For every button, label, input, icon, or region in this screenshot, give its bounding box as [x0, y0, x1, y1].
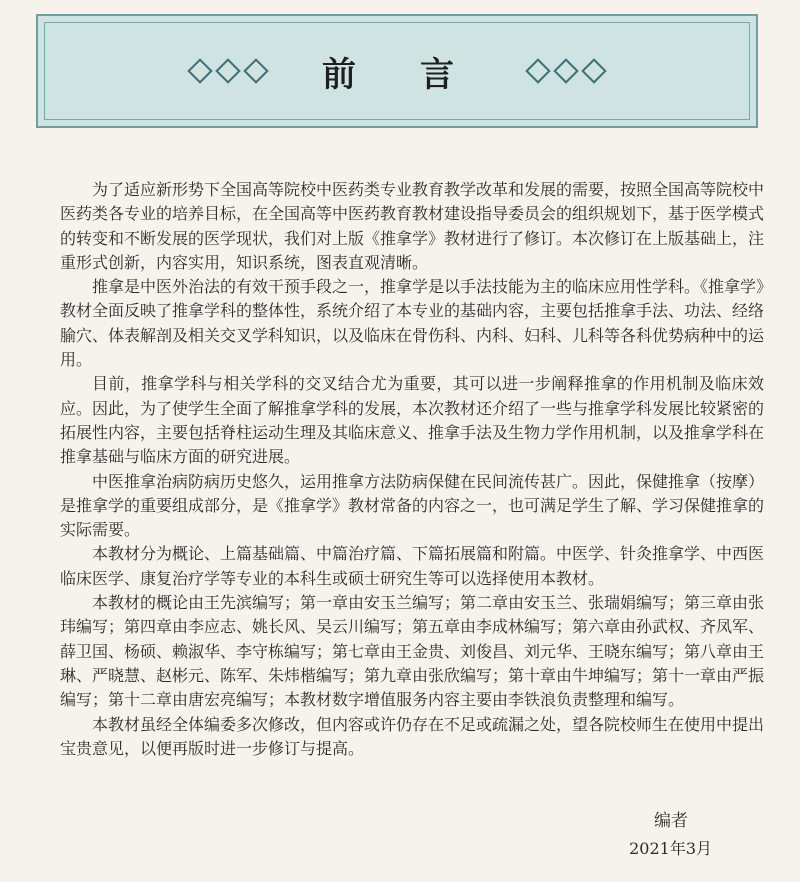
author-signature: 编者 [654, 811, 688, 831]
preface-body [60, 178, 764, 761]
right-diamond-ornament [524, 62, 608, 80]
diamond-icon [215, 58, 240, 83]
paragraph-3: 目前，推拿学科与相关学科的交叉结合尤为重要，其可以进一步阐释推拿的作用机制及临床效应。因此，为了使学生全面了解推拿学科的发展，本次教材还介绍了一些与推拿学科发展比较紧密的拓展性内容，主要包括脊柱运动生理及其临床意义、推拿手法及生物力学作用机制，以及推拿学科在推拿基础与临床方面的研究进展。 [60, 374, 765, 467]
page-title: 前言 [322, 54, 518, 95]
paragraph-4: 中医推拿治病防病历史悠久，运用推拿方法防病保健在民间流传甚广。因此，保健推拿（按摩）是推拿学的重要组成部分，是《推拿学》教材常备的内容之一，也可满足学生了解、学习保健推拿的实际需要。 [60, 471, 765, 540]
title-row [38, 46, 756, 96]
diamond-icon [243, 58, 268, 83]
publication-date: 2021年3月 [629, 839, 712, 858]
paragraph-7: 本教材虽经全体编委多次修改，但内容或许仍存在不足或疏漏之处，望各院校师生在使用中提出宝贵意见，以便再版时进一步修订与提高。 [60, 714, 765, 758]
paragraph-6: 本教材的概论由王先滨编写；第一章由安玉兰编写；第二章由安玉兰、张瑞娟编写；第三章由张玮编写；第四章由李应志、姚长风、吴云川编写；第五章由李成林编写；第六章由孙武权、齐凤军、薛卫国、杨硕、赖淑华、李守栋编写；第七章由王金贵、刘俊昌、刘元华、王晓东编写；第八章由王琳、严晓慧、赵彬元、陈军、朱炜楷编写；第九章由张欣编写；第十章由牛坤编写；第十一章由严振编写；第十二章由唐宏亮编写；本教材数字增值服务内容主要由李铁浪负责整理和编写。 [60, 593, 765, 710]
diamond-icon [553, 58, 578, 83]
diamond-icon [525, 58, 550, 83]
diamond-icon [581, 58, 606, 83]
title-banner [36, 14, 758, 128]
paragraph-2: 推拿是中医外治法的有效干预手段之一，推拿学是以手法技能为主的临床应用性学科。《推拿学》教材全面反映了推拿学科的整体性，系统介绍了本专业的基础内容，主要包括推拿手法、功法、经络腧穴、体表解剖及相关交叉学科知识，以及临床在骨伤科、内科、妇科、儿科等各科优势病种中的运用。 [60, 277, 765, 370]
paragraph-1: 为了适应新形势下全国高等院校中医药类专业教育教学改革和发展的需要，按照全国高等院校中医药类各专业的培养目标，在全国高等中医药教育教材建设指导委员会的组织规划下，基于医学模式的转变和不断发展的医学现状，我们对上版《推拿学》教材进行了修订。本次修订在上版基础上，注重形式创新，内容实用，知识系统，图表直观清晰。 [60, 180, 765, 272]
paragraph-5: 本教材分为概论、上篇基础篇、中篇治疗篇、下篇拓展篇和附篇。中医学、针灸推拿学、中西医临床医学、康复治疗学等专业的本科生或硕士研究生等可以选择使用本教材。 [60, 544, 765, 588]
left-diamond-ornament [186, 62, 270, 80]
diamond-icon [187, 58, 212, 83]
